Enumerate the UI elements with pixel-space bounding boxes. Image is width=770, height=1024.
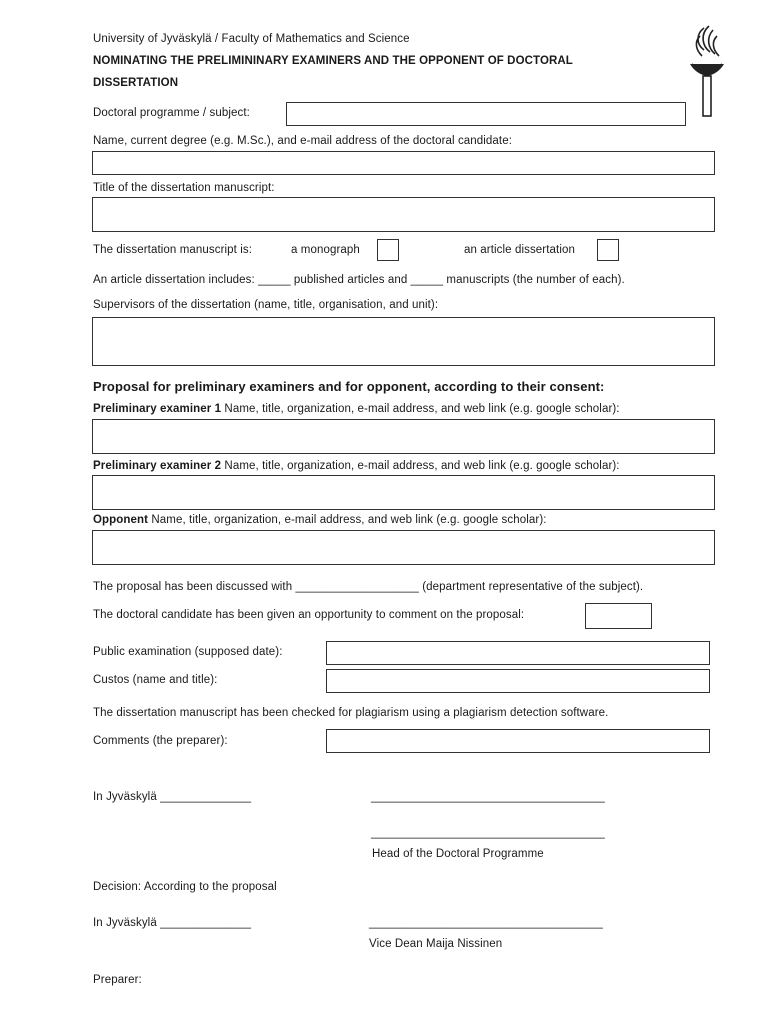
examiner1-label: Preliminary examiner 1 Name, title, organization, e-mail address, and web link (e.g. google scholar): [93, 403, 620, 415]
candidate-comment-label: The doctoral candidate has been given an opportunity to comment on the proposal: [93, 609, 525, 621]
manuscript-title-field[interactable] [92, 197, 715, 232]
programme-field[interactable] [286, 102, 686, 126]
discussed-with: The proposal has been discussed with ___________________ (department representative of the subject). [93, 581, 644, 593]
article-label: an article dissertation [464, 244, 575, 256]
form-title-line1: NOMINATING THE PRELIMININARY EXAMINERS AND THE OPPONENT OF DOCTORAL [93, 55, 573, 67]
custos-label: Custos (name and title): [93, 674, 218, 686]
custos-field[interactable] [326, 669, 710, 693]
monograph-label: a monograph [291, 244, 360, 256]
public-exam-label: Public examination (supposed date): [93, 646, 283, 658]
signature-line-3: ____________________________________ [369, 917, 603, 929]
article-checkbox[interactable] [597, 239, 619, 261]
opponent-field[interactable] [92, 530, 715, 565]
supervisors-label: Supervisors of the dissertation (name, title, organisation, and unit): [93, 299, 439, 311]
examiner2-field[interactable] [92, 475, 715, 510]
place-date-2: In Jyväskylä ______________ [93, 917, 252, 929]
monograph-checkbox[interactable] [377, 239, 399, 261]
proposal-heading: Proposal for preliminary examiners and for opponent, according to their consent: [93, 379, 605, 394]
opponent-label: Opponent Name, title, organization, e-mail address, and web link (e.g. google scholar): [93, 514, 547, 526]
comments-field[interactable] [326, 729, 710, 753]
manuscript-title-label: Title of the dissertation manuscript: [93, 182, 275, 194]
candidate-comment-field[interactable] [585, 603, 652, 629]
place-date-1: In Jyväskylä ______________ [93, 791, 252, 803]
manuscript-type-label: The dissertation manuscript is: [93, 244, 253, 256]
examiner1-field[interactable] [92, 419, 715, 454]
torch-flame-icon [682, 20, 732, 120]
comments-label: Comments (the preparer): [93, 735, 228, 747]
signature-line-1: ____________________________________ [371, 791, 605, 803]
supervisors-field[interactable] [92, 317, 715, 366]
candidate-label: Name, current degree (e.g. M.Sc.), and e-mail address of the doctoral candidate: [93, 135, 513, 147]
article-includes: An article dissertation includes: _____ published articles and _____ manuscripts (the number of each). [93, 274, 625, 286]
preparer-label: Preparer: [93, 974, 142, 986]
candidate-field[interactable] [92, 151, 715, 175]
vice-dean-label: Vice Dean Maija Nissinen [369, 938, 503, 950]
decision-label: Decision: According to the proposal [93, 881, 277, 893]
signature-line-2: ____________________________________ [371, 827, 605, 839]
programme-label: Doctoral programme / subject: [93, 107, 250, 119]
plagiarism-statement: The dissertation manuscript has been checked for plagiarism using a plagiarism detection software. [93, 707, 609, 719]
examiner2-label: Preliminary examiner 2 Name, title, organization, e-mail address, and web link (e.g. google scholar): [93, 460, 620, 472]
university-line: University of Jyväskylä / Faculty of Mathematics and Science [93, 33, 410, 45]
public-exam-field[interactable] [326, 641, 710, 665]
head-of-programme-label: Head of the Doctoral Programme [372, 848, 544, 860]
form-title-line2: DISSERTATION [93, 77, 179, 89]
